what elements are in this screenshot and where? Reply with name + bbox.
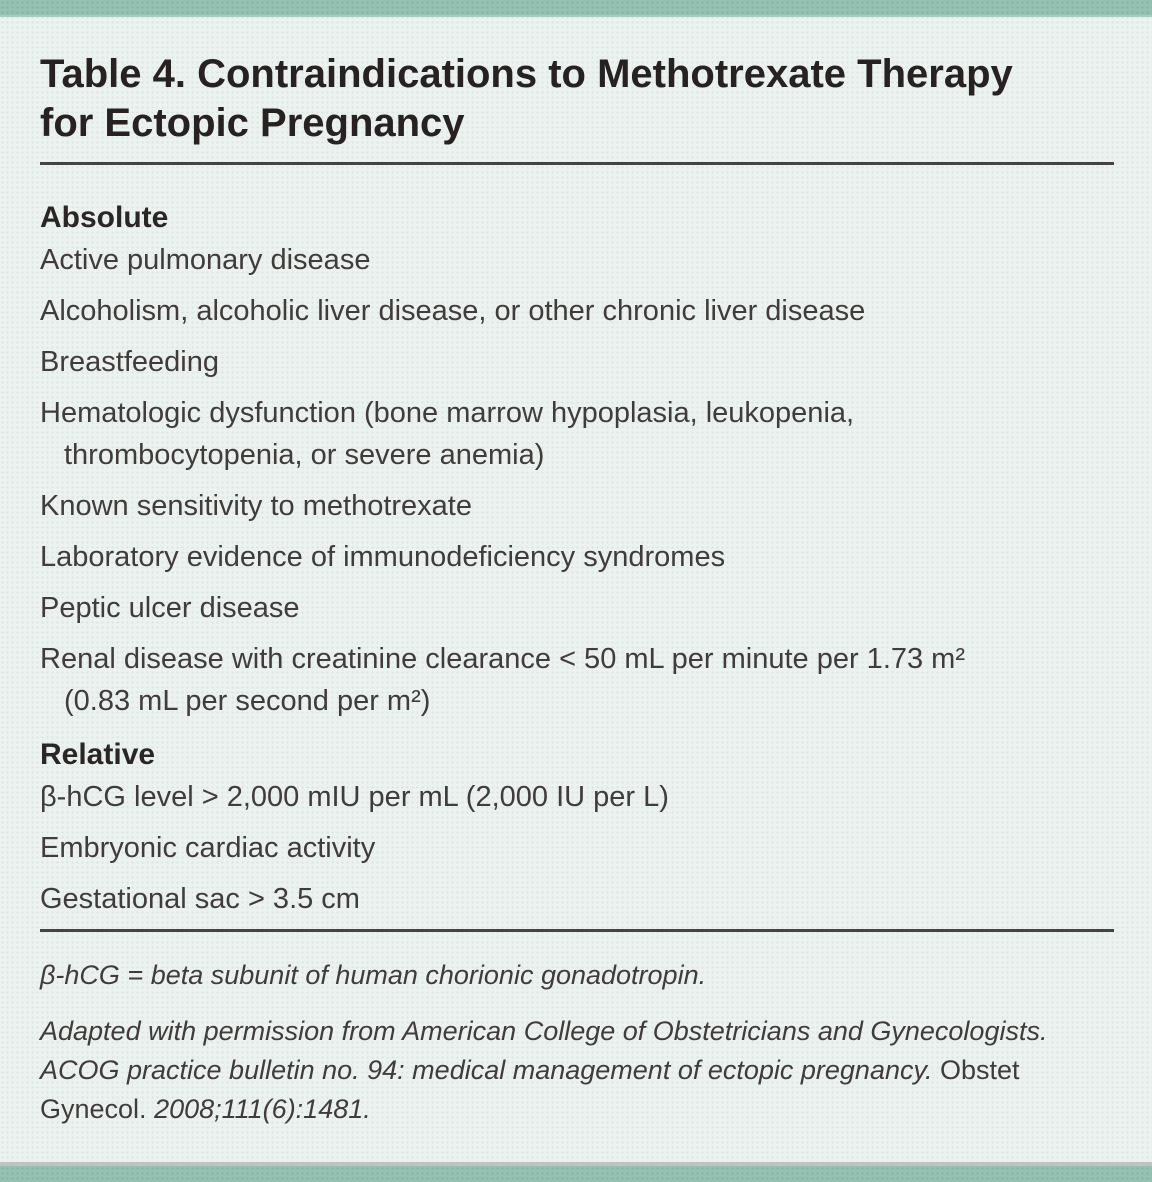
list-item-text: β-hCG level > 2,000 mIU per mL (2,000 IU per L) [40,781,669,813]
list-item-text: Breastfeeding [40,346,219,378]
list-item-hematologic-dysfunction [40,392,1114,476]
table-content [0,50,1152,1129]
list-item-text: Gestational sac > 3.5 cm [40,883,360,915]
table-title [40,50,1114,148]
list-item-text: Known sensitivity to methotrexate [40,490,472,522]
top-accent-bar [0,0,1152,17]
section-absolute [40,197,1114,722]
list-item-text: Embryonic cardiac activity [40,832,376,864]
attribution-line-1: Adapted with permission from American College of Obstetricians and Gynecologists. [40,1016,1048,1046]
attribution-line-2-italic: ACOG practice bulletin no. 94: medical management of ectopic pregnancy. [40,1055,933,1085]
list-item-bhcg-level [40,776,1114,818]
section-heading-absolute: Absolute [40,201,169,234]
table-title-line-2: for Ectopic Pregnancy [40,101,465,145]
list-item-text-continuation: thrombocytopenia, or severe anemia) [64,439,545,471]
attribution-citation-numbers: 2008;111(6):1481. [154,1094,371,1124]
list-item-active-pulmonary-disease [40,239,1114,281]
section-relative [40,734,1114,920]
list-item-peptic-ulcer-disease [40,587,1114,629]
list-item-text-continuation: (0.83 mL per second per m²) [64,685,431,717]
attribution-journal-name-part-1: Obstet [940,1055,1020,1085]
list-item-embryonic-cardiac-activity [40,827,1114,869]
list-item-text: Peptic ulcer disease [40,592,300,624]
list-item-gestational-sac [40,878,1114,920]
attribution-line-3 [40,1090,1114,1129]
bottom-rule [40,929,1114,932]
source-attribution [40,1012,1114,1129]
list-item-renal-disease [40,638,1114,722]
list-item-alcoholism [40,290,1114,332]
list-item-text: Laboratory evidence of immunodeficiency syndromes [40,541,726,573]
section-heading-relative: Relative [40,738,156,771]
list-item-breastfeeding [40,341,1114,383]
list-item-text: Alcoholism, alcoholic liver disease, or other chronic liver disease [40,295,866,327]
attribution-line-2 [40,1051,1114,1090]
list-item-text: Active pulmonary disease [40,244,371,276]
list-item-text: Hematologic dysfunction (bone marrow hypoplasia, leukopenia, [40,397,855,429]
list-item-text: Renal disease with creatinine clearance < 50 mL per minute per 1.73 m² [40,643,965,675]
bottom-accent-bar [0,1166,1152,1182]
table-title-line-1: Table 4. Contraindications to Methotrexate Therapy [40,52,1013,96]
list-item-laboratory-evidence [40,536,1114,578]
top-rule [40,162,1114,165]
list-item-known-sensitivity [40,485,1114,527]
attribution-journal-name-part-2: Gynecol. [40,1094,147,1124]
abbreviation-footnote: β-hCG = beta subunit of human chorionic gonadotropin. [40,960,707,990]
